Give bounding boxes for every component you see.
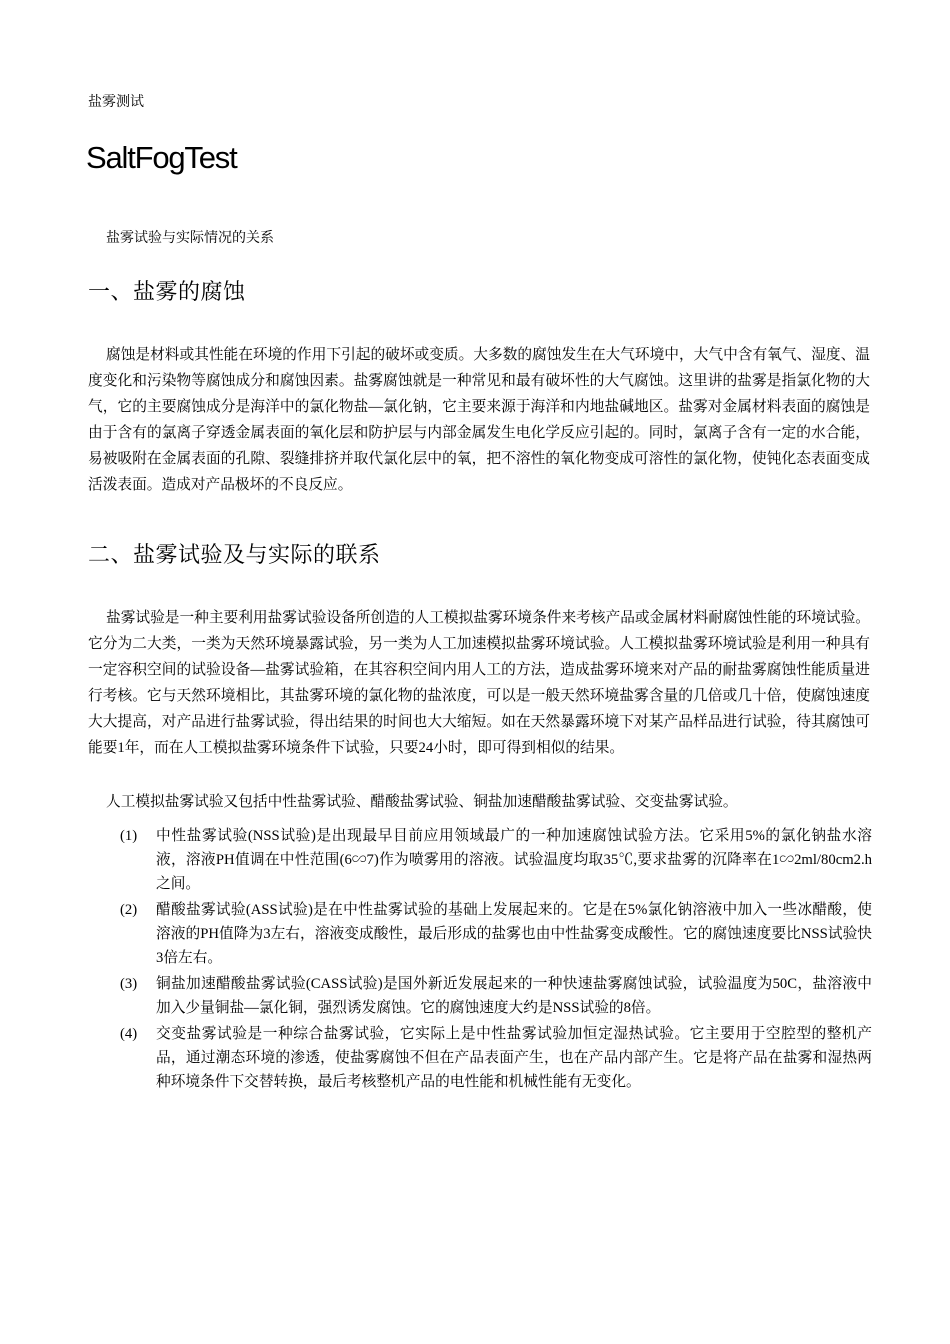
document-title: SaltFogTest xyxy=(86,140,237,175)
list-item-number: (3) xyxy=(120,976,138,992)
section-heading-salt-fog-test: 二、盐雾试验及与实际的联系 xyxy=(88,543,381,568)
list-item-number: (1) xyxy=(120,828,138,844)
salt-fog-test-paragraph: 盐雾试验是一种主要利用盐雾试验设备所创造的人工模拟盐雾环境条件来考核产品或金属材料耐腐蚀性能的环境试验。它分为二大类，一类为天然环境暴露试验，另一类为人工加速模拟盐雾环境试验。人工模拟盐雾环境试验是利用一种具有一定容积空间的试验设备—盐雾试验箱，在其容积空间内用人工的方法，造成盐雾环境来对产品的耐盐雾腐蚀性能质量进行考核。它与天然环境相比，其盐雾环境的氯化物的盐浓度，可以是一般天然环境盐雾含量的几倍或几十倍，使腐蚀速度大大提高，对产品进行盐雾试验，得出结果的时间也大大缩短。如在天然暴露环境下对某产品样品进行试验，待其腐蚀可能要1年，而在人工模拟盐雾环境条件下试验，只要24小时，即可得到相似的结果。 xyxy=(88,610,870,756)
corrosion-paragraph: 腐蚀是材料或其性能在环境的作用下引起的破坏或变质。大多数的腐蚀发生在大气环境中，大气中含有氧气、湿度、温度变化和污染物等腐蚀成分和腐蚀因素。盐雾腐蚀就是一种常见和最有破坏性的大气腐蚀。这里讲的盐雾是指氯化物的大气，它的主要腐蚀成分是海洋中的氯化物盐—氯化钠，它主要来源于海洋和内地盐碱地区。盐雾对金属材料表面的腐蚀是由于含有的氯离子穿透金属表面的氧化层和防护层与内部金属发生电化学反应引起的。同时，氯离子含有一定的水合能，易被吸附在金属表面的孔隙、裂缝排挤并取代氯化层中的氧，把不溶性的氧化物变成可溶性的氯化物，使钝化态表面变成活泼表面。造成对产品极坏的不良反应。 xyxy=(88,347,870,493)
list-item-number: (2) xyxy=(120,902,138,918)
section-heading-corrosion: 一、盐雾的腐蚀 xyxy=(88,280,246,305)
list-item-text: 中性盐雾试验(NSS试验)是出现最早目前应用领域最广的一种加速腐蚀试验方法。它采用5%的氯化钠盐水溶液，溶液PH值调在中性范围(6∽7)作为喷雾用的溶液。试验温度均取35℃,要求盐雾的沉降率在1∽2ml/80cm2.h之间。 xyxy=(156,828,872,892)
test-types-list xyxy=(120,824,872,1096)
list-item-text: 醋酸盐雾试验(ASS试验)是在中性盐雾试验的基础上发展起来的。它是在5%氯化钠溶液中加入一些冰醋酸，使溶液的PH值降为3左右，溶液变成酸性，最后形成的盐雾也由中性盐雾变成酸性。它的腐蚀速度要比NSS试验快3倍左右。 xyxy=(156,902,872,966)
test-types-intro-paragraph: 人工模拟盐雾试验又包括中性盐雾试验、醋酸盐雾试验、铜盐加速醋酸盐雾试验、交变盐雾试验。 xyxy=(106,794,738,810)
document-subtitle: 盐雾试验与实际情况的关系 xyxy=(106,230,274,246)
list-item-text: 交变盐雾试验是一种综合盐雾试验，它实际上是中性盐雾试验加恒定湿热试验。它主要用于空腔型的整机产品，通过潮态环境的渗透，使盐雾腐蚀不但在产品表面产生，也在产品内部产生。它是将产品在盐雾和湿热两种环境条件下交替转换，最后考核整机产品的电性能和机械性能有无变化。 xyxy=(156,1026,872,1090)
list-item xyxy=(120,898,872,970)
pre-title: 盐雾测试 xyxy=(88,94,144,110)
list-item-text: 铜盐加速醋酸盐雾试验(CASS试验)是国外新近发展起来的一种快速盐雾腐蚀试验，试验温度为50C，盐溶液中加入少量铜盐—氯化铜，强烈诱发腐蚀。它的腐蚀速度大约是NSS试验的8倍。 xyxy=(156,976,872,1016)
list-item xyxy=(120,1022,872,1094)
list-item xyxy=(120,972,872,1020)
list-item-number: (4) xyxy=(120,1026,138,1042)
list-item xyxy=(120,824,872,896)
